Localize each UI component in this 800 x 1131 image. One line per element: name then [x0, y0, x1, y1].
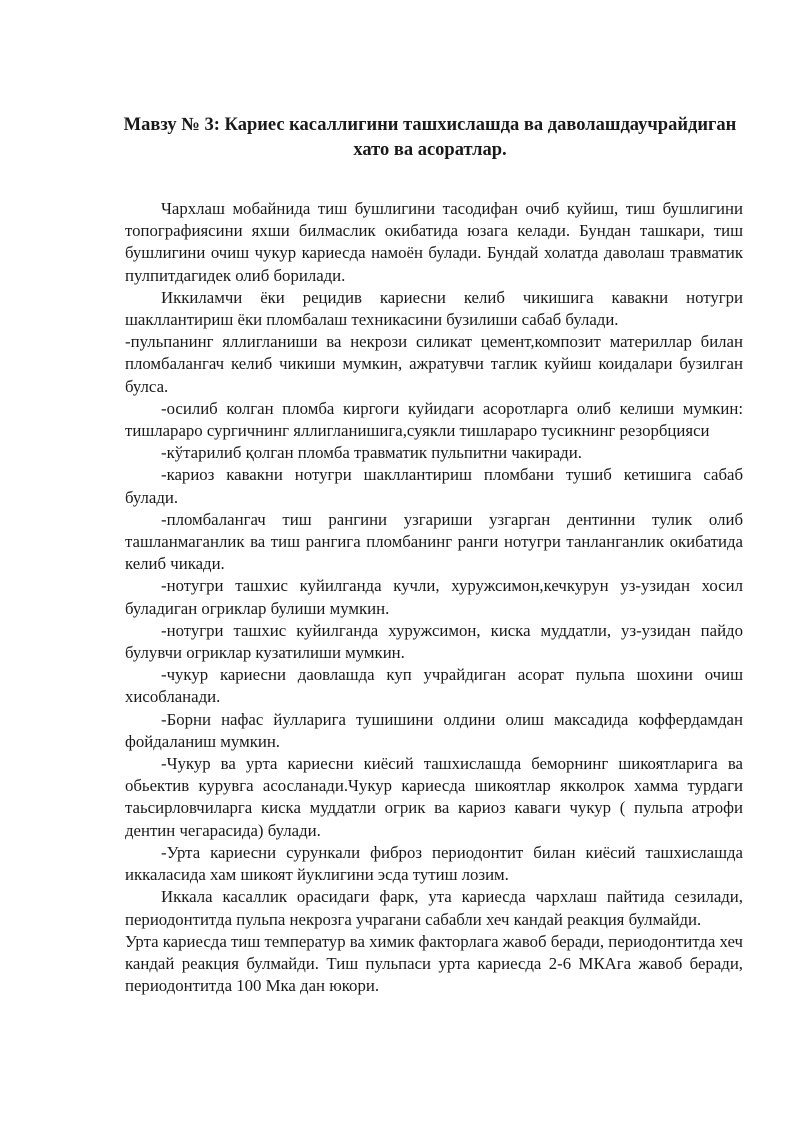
title-line-1: Мавзу № 3: Кариес касаллигини ташхислашда ва даволашдаучрайдиган: [123, 115, 737, 135]
paragraph: -нотугри ташхис куйилганда хуружсимон, киска муддатли, уз-узидан пайдо булувчи огриклар кузатилиши мумкин.: [125, 620, 743, 663]
paragraph: -Чукур ва урта кариесни киёсий ташхислашда беморнинг шикоятларига ва обьектив курувга асосланади.Чукур кариесда шикоятлар якколрок хамма турдаги таьсирловчиларга киска муддатли огрик ва кариоз каваги чукур ( пульпа атрофи дентин чегарасида) булади.: [125, 754, 743, 840]
page-title: [110, 113, 750, 163]
paragraph: -нотугри ташхис куйилганда кучли, хуружсимон,кечкурун уз-узидан хосил буладиган огриклар булиши мумкин.: [125, 576, 743, 618]
paragraph: -осилиб колган пломба киргоги куйидаги асоротларга олиб келиши мумкин: тишлараро сургичнинг яллигланишига,суякли тишлараро тусикнинг резорбцияси: [125, 398, 743, 441]
title-line-2: хато ва асоратлар.: [353, 140, 507, 160]
paragraph: -кўтарилиб қолган пломба травматик пульпитни чакиради.: [161, 443, 582, 463]
paragraph: -Урта кариесни сурункали фиброз периодонтит билан киёсий ташхислашда иккаласида хам шикоят йуклигини эсда тутиш лозим.: [125, 842, 743, 885]
document-body: [125, 198, 743, 997]
paragraph: -кариоз кавакни нотугри шакллантириш пломбани тушиб кетишига сабаб булади.: [125, 465, 743, 507]
paragraph: -пломбалангач тиш рангини узгариши узгарган дентинни тулик олиб ташланмаганлик ва тиш рангига пломбанинг ранги нотугри танланганлик окибатида келиб чикади.: [125, 509, 743, 574]
paragraph: Урта кариесда тиш температур ва химик факторлага жавоб беради, периодонтитда хеч кандай реакция булмайди. Тиш пульпаси урта кариесда 2-6 МКАга жавоб беради, периодонтитда 100 Мка дан юкори.: [125, 931, 743, 996]
paragraph: -пульпанинг яллигланиши ва некрози силикат цемент,композит материллар билан пломбалангач келиб чикиши мумкин, ажратувчи таглик куйиш коидалари бузилган булса.: [125, 332, 743, 396]
paragraph: -чукур кариесни даовлашда куп учрайдиган асорат пульпа шохини очиш хисобланади.: [125, 665, 743, 707]
paragraph: Чархлаш мобайнида тиш бушлигини тасодифан очиб куйиш, тиш бушлигини топографиясини яхши билмаслик окибатида юзага келади. Бундан ташкари, тиш бушлигини очиш чукур кариесда намоён булади. Бундай холатда даволаш травматик пулпитдагидек олиб борилади.: [125, 199, 743, 285]
paragraph: Иккиламчи ёки рецидив кариесни келиб чикишига кавакни нотугри шакллантириш ёки пломбалаш техникасини бузилиши сабаб булади.: [125, 287, 743, 330]
paragraph: -Борни нафас йулларига тушишини олдини олиш максадида коффердамдан фойдаланиш мумкин.: [125, 709, 743, 751]
paragraph: Иккала касаллик орасидаги фарк, ута кариесда чархлаш пайтида сезилади, периодонтитда пульпа некрозга учрагани сабабли хеч кандай реакция булмайди.: [125, 887, 743, 929]
